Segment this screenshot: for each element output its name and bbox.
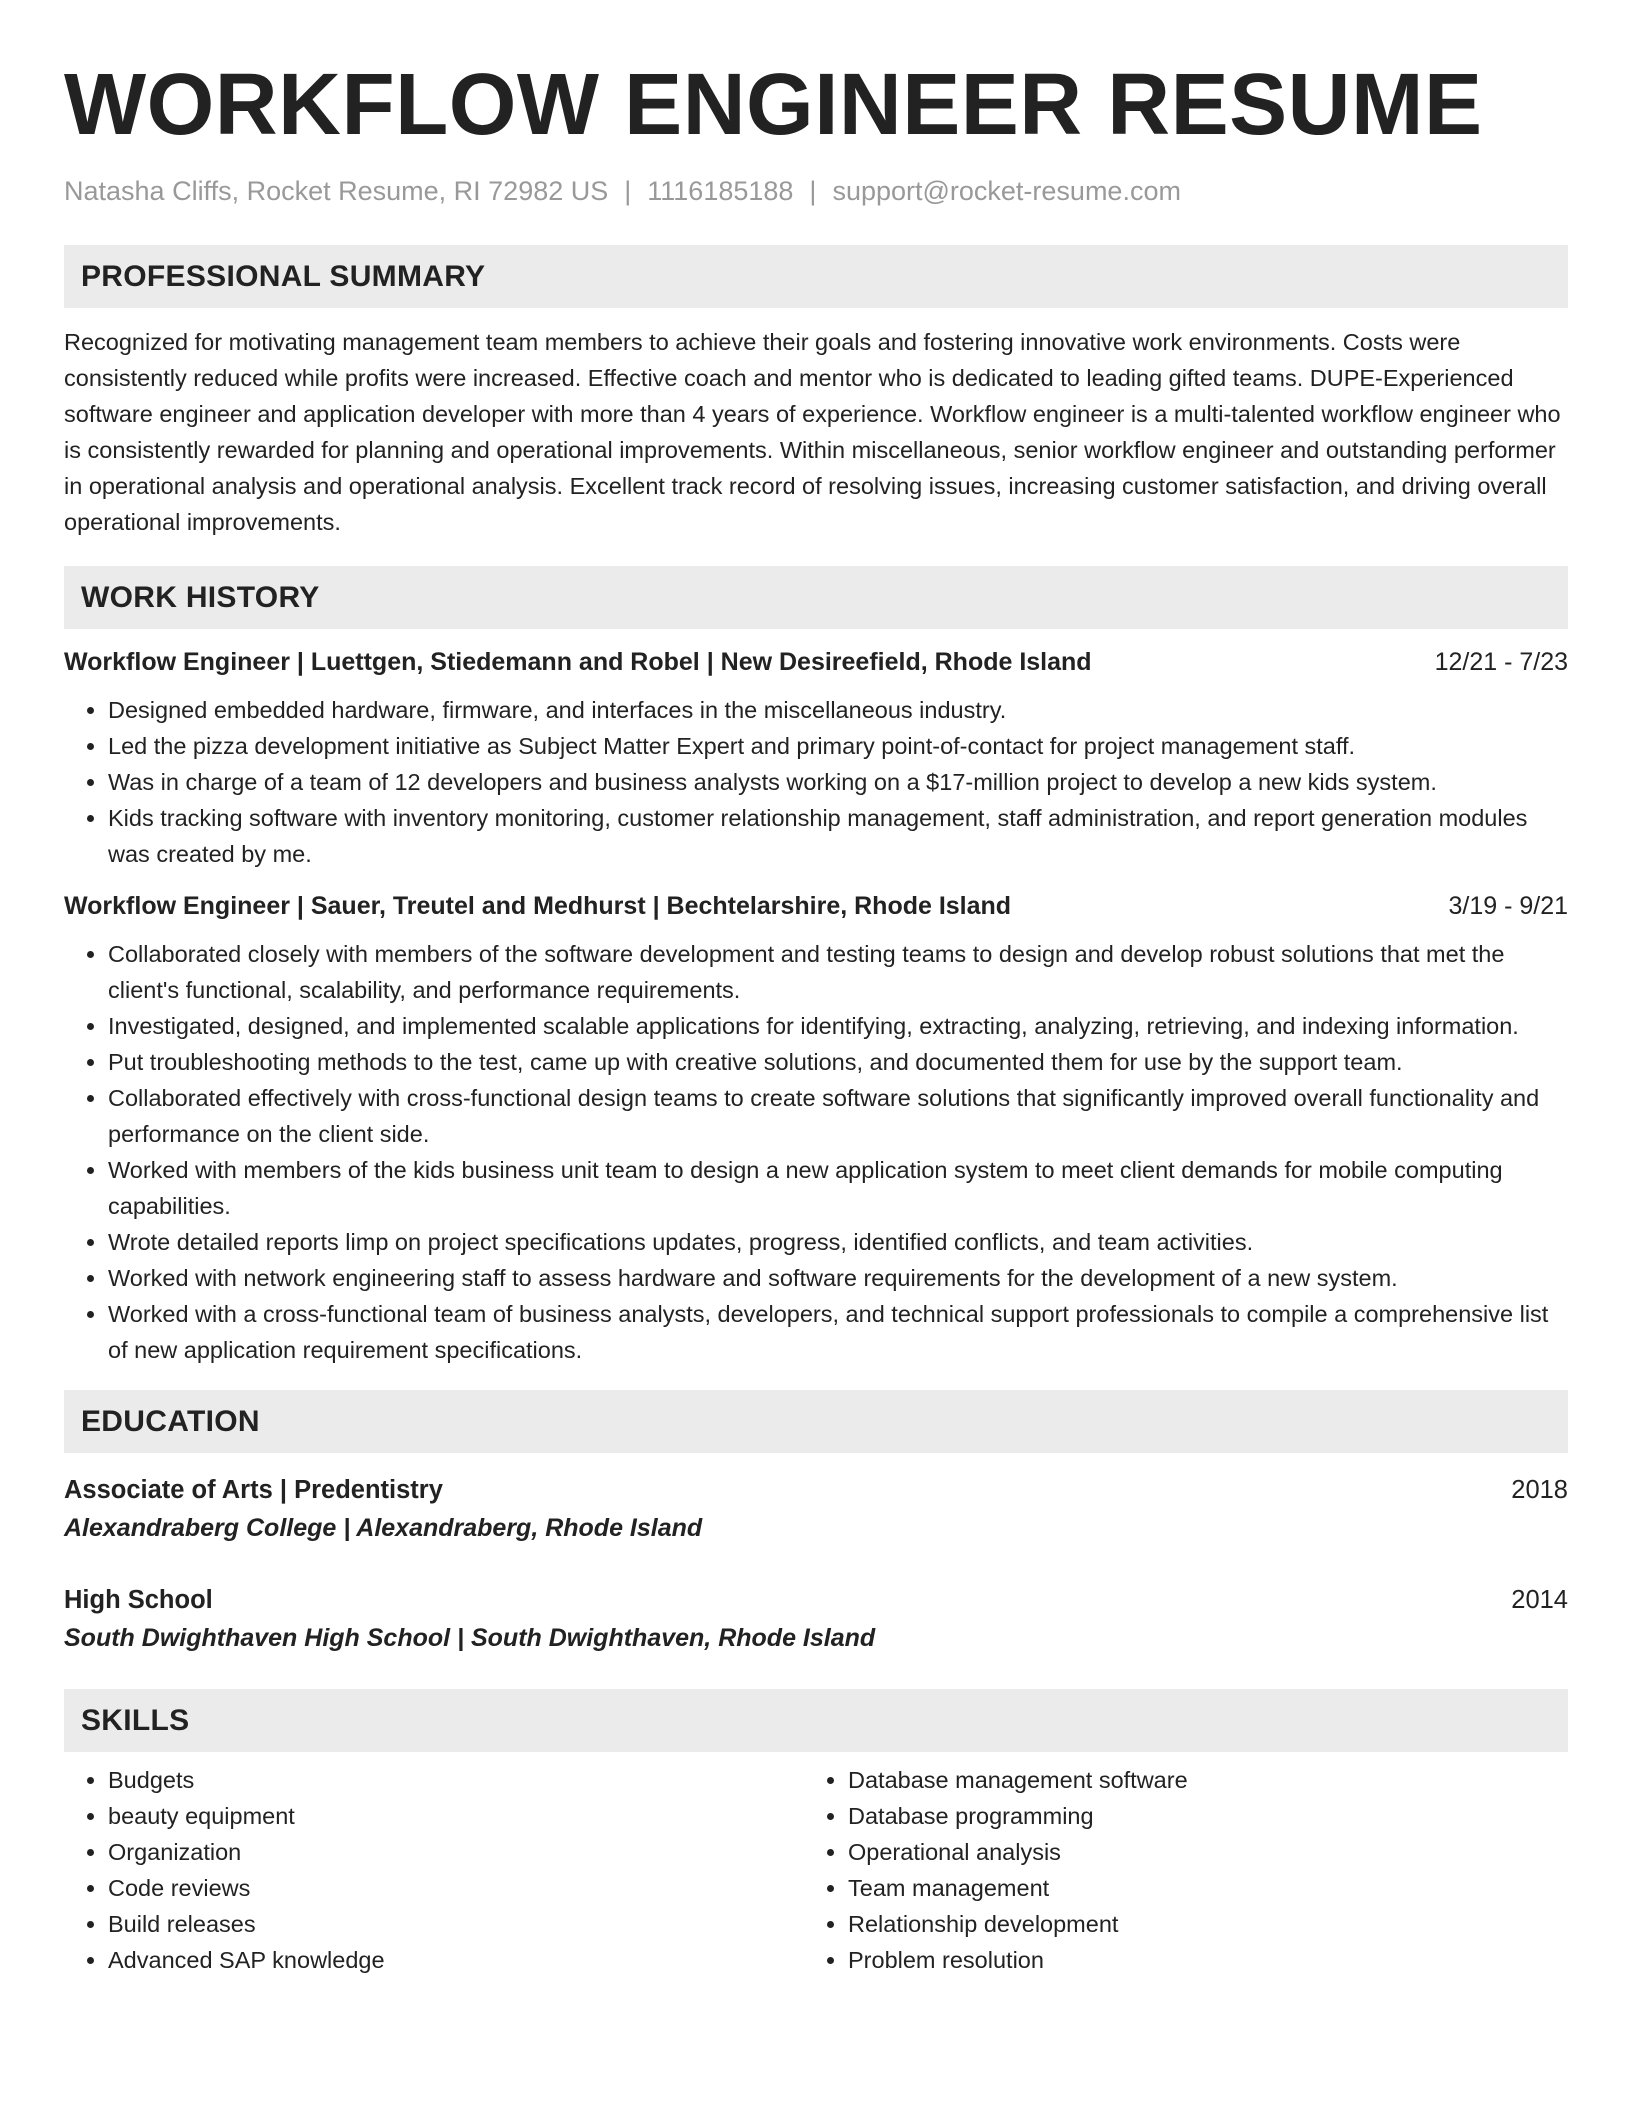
job-title: Workflow Engineer | Sauer, Treutel and Medhurst | Bechtelarshire, Rhode Island <box>64 892 1012 920</box>
skill-item: • Team management <box>848 1870 1544 1906</box>
job-bullet: • Designed embedded hardware, firmware, and interfaces in the miscellaneous industry. <box>108 692 1568 728</box>
job-entry <box>64 644 1568 872</box>
education-year: 2014 <box>1511 1586 1568 1614</box>
contact-phone: 1116185188 <box>647 176 794 206</box>
job-bullets <box>64 936 1568 1368</box>
skill-item: • Database management software <box>848 1762 1544 1798</box>
job-bullet: • Led the pizza development initiative as Subject Matter Expert and primary point-of-contact for project management staff. <box>108 728 1568 764</box>
job-title: Workflow Engineer | Luettgen, Stiedemann and Robel | New Desireefield, Rhode Island <box>64 648 1092 676</box>
education-header <box>64 1581 1568 1619</box>
skill-item: • beauty equipment <box>108 1798 804 1834</box>
summary-text: Recognized for motivating management team members to achieve their goals and fostering innovative work environments. Costs were consistently reduced while profits were increased. Effective coach and mentor who is dedicated to leading gifted teams. DUPE-Experienced software engineer and application developer with more than 4 years of experience. Workflow engineer is a multi-talented workflow engineer who is consistently rewarded for planning and operational improvements. Within miscellaneous, senior workflow engineer and outstanding performer in operational analysis and operational analysis. Excellent track record of resolving issues, increasing customer satisfaction, and driving overall operational improvements. <box>64 329 1561 535</box>
job-entry <box>64 888 1568 1368</box>
skill-item: • Budgets <box>108 1762 804 1798</box>
education-degree: Associate of Arts | Predentistry <box>64 1476 443 1504</box>
education-header <box>64 1471 1568 1509</box>
work-history-heading: WORK HISTORY <box>64 566 1568 629</box>
skills-list-right <box>804 1762 1544 1978</box>
skills-heading: SKILLS <box>64 1689 1568 1752</box>
education-entry <box>64 1471 1568 1547</box>
skill-item: • Build releases <box>108 1906 804 1942</box>
education-heading: EDUCATION <box>64 1390 1568 1453</box>
skills-section <box>64 1689 1568 1978</box>
contact-address: Natasha Cliffs, Rocket Resume, RI 72982 US <box>64 176 609 206</box>
job-bullet: • Collaborated effectively with cross-functional design teams to create software solutions that significantly improved overall functionality and performance on the client side. <box>108 1080 1568 1152</box>
education-degree: High School <box>64 1586 213 1614</box>
education-school: Alexandraberg College | Alexandraberg, Rhode Island <box>64 1514 703 1542</box>
skill-item: • Advanced SAP knowledge <box>108 1942 804 1978</box>
summary-heading: PROFESSIONAL SUMMARY <box>64 245 1568 308</box>
skill-item: • Organization <box>108 1834 804 1870</box>
skills-list-left <box>64 1762 804 1978</box>
skill-item: • Code reviews <box>108 1870 804 1906</box>
job-bullet: • Wrote detailed reports limp on project specifications updates, progress, identified conflicts, and team activities. <box>108 1224 1568 1260</box>
education-entry <box>64 1581 1568 1657</box>
contact-line <box>64 173 1568 209</box>
job-bullet: • Worked with members of the kids business unit team to design a new application system to meet client demands for mobile computing capabilities. <box>108 1152 1568 1224</box>
job-dates: 12/21 - 7/23 <box>1434 648 1568 676</box>
contact-email: support@rocket-resume.com <box>832 176 1181 206</box>
summary-section <box>64 245 1568 540</box>
contact-separator: | <box>624 176 632 206</box>
job-bullet: • Worked with network engineering staff to assess hardware and software requirements for the development of a new system. <box>108 1260 1568 1296</box>
skill-item: • Operational analysis <box>848 1834 1544 1870</box>
job-bullet: • Kids tracking software with inventory monitoring, customer relationship management, staff administration, and report generation modules was created by me. <box>108 800 1568 872</box>
job-bullet: • Investigated, designed, and implemented scalable applications for identifying, extracting, analyzing, retrieving, and indexing information. <box>108 1008 1568 1044</box>
job-dates: 3/19 - 9/21 <box>1448 892 1568 920</box>
contact-separator: | <box>809 176 817 206</box>
skill-item: • Relationship development <box>848 1906 1544 1942</box>
job-bullet: • Collaborated closely with members of the software development and testing teams to design and develop robust solutions that met the client's functional, scalability, and performance requirements. <box>108 936 1568 1008</box>
skills-columns <box>64 1762 1568 1978</box>
job-header <box>64 888 1568 924</box>
skill-item: • Database programming <box>848 1798 1544 1834</box>
job-bullets <box>64 692 1568 872</box>
job-bullet: • Put troubleshooting methods to the test, came up with creative solutions, and documented them for use by the support team. <box>108 1044 1568 1080</box>
work-history-section <box>64 566 1568 1368</box>
job-header <box>64 644 1568 680</box>
education-school: South Dwighthaven High School | South Dwighthaven, Rhode Island <box>64 1624 876 1652</box>
education-section <box>64 1390 1568 1657</box>
education-year: 2018 <box>1511 1476 1568 1504</box>
job-bullet: • Was in charge of a team of 12 developers and business analysts working on a $17-million project to develop a new kids system. <box>108 764 1568 800</box>
job-bullet: • Worked with a cross-functional team of business analysts, developers, and technical support professionals to compile a comprehensive list of new application requirement specifications. <box>108 1296 1568 1368</box>
skill-item: • Problem resolution <box>848 1942 1544 1978</box>
resume-title: WORKFLOW ENGINEER RESUME <box>64 56 1483 153</box>
